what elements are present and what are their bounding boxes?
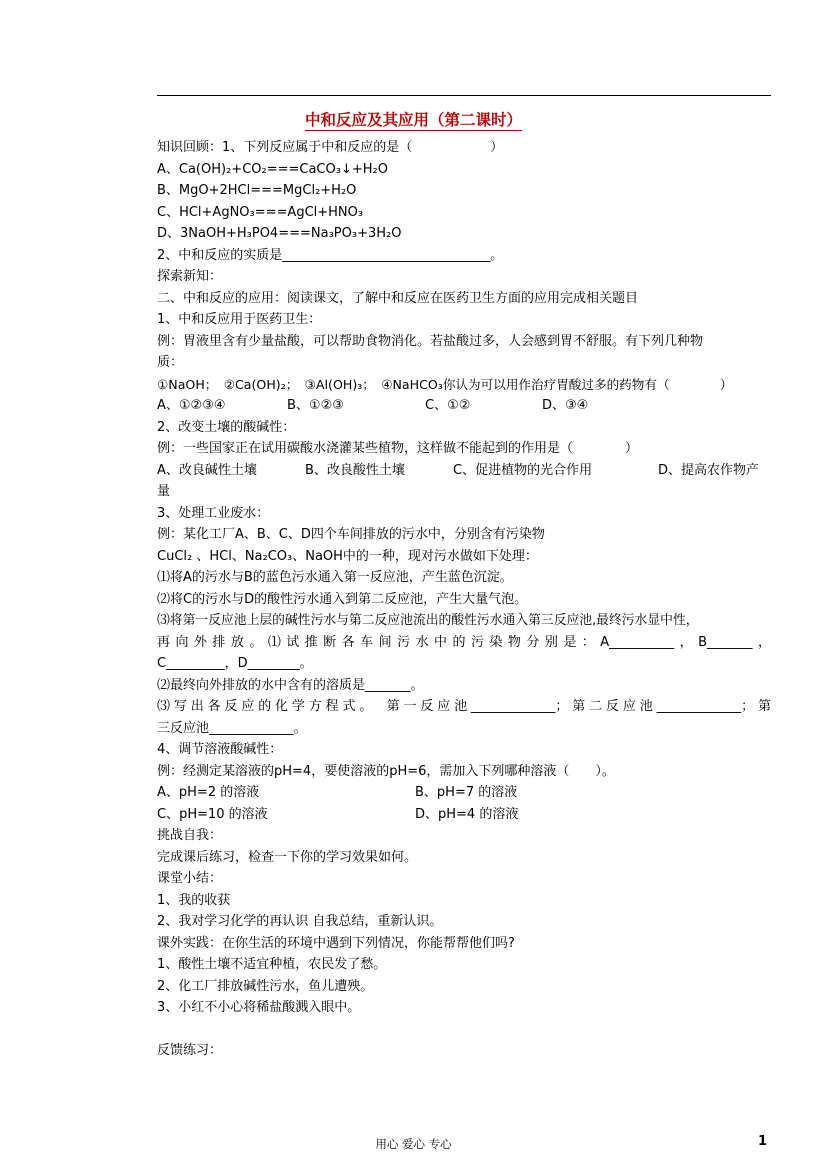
s4-line1: 例：经测定某溶液的pH=4，要使溶液的pH=6，需加入下列哪种溶液（ ）。 (157, 763, 615, 779)
s4-option-a: A、pH=2 的溶液 (157, 785, 260, 800)
s3-line6: 再向外排放。⑴试推断各车间污水中的污染物分别是：A__________，B_______， (157, 634, 771, 650)
s1-line3: ①NaOH； ②Ca(OH)₂； ③Al(OH)₃； ④NaHCO₃你认为可以用作治疗胃酸过多的药物有（ ） (157, 376, 733, 392)
review-option-c: C、HCl+AgNO₃===AgCl+HNO₃ (157, 204, 364, 220)
practice-heading: 课外实践：在你生活的环境中遇到下列情况，你能帮帮他们吗? (157, 935, 515, 951)
s4-heading: 4、调节溶液酸碱性： (157, 742, 283, 757)
review-q2: 2、中和反应的实质是________________________________。 (157, 247, 504, 263)
document-body (157, 137, 771, 1061)
section-2-heading: 二、中和反应的应用：阅读课文，了解中和反应在医药卫生方面的应用完成相关题目 (157, 290, 639, 306)
review-option-b: B、MgO+2HCl===MgCl₂+H₂O (157, 183, 357, 198)
s4-option-b: B、pH=7 的溶液 (415, 785, 518, 800)
s1-option-a: A、①②③④ (157, 398, 226, 413)
s2-option-d: D、提高农作物产 (658, 462, 760, 478)
review-option-d: D、3NaOH+H₃PO4===Na₃PO₃+3H₂O (157, 226, 402, 241)
s4-option-d: D、pH=4 的溶液 (415, 806, 519, 822)
challenge-text: 完成课后练习，检查一下你的学习效果如何。 (157, 849, 418, 865)
s2-options (157, 460, 771, 482)
s4-options-row2 (157, 804, 771, 826)
s2-line1: 例：一些国家正在试用碳酸水浇灌某些植物，这样做不能起到的作用是（ ） (157, 441, 639, 456)
s1-line2: 质： (157, 355, 184, 370)
s3-line3: ⑴将A的污水与B的蓝色污水通入第一反应池，产生蓝色沉淀。 (157, 570, 513, 585)
s4-options-row1 (157, 782, 771, 804)
s1-option-c: C、①② (425, 398, 471, 413)
s3-line1: 例：某化工厂A、B、C、D四个车间排放的污水中，分别含有污染物 (157, 527, 545, 542)
summary-item-1: 1、我的收获 (157, 892, 231, 908)
review-option-a: A、Ca(OH)₂+CO₂===CaCO₃↓+H₂O (157, 161, 388, 177)
s1-option-b: B、①②③ (287, 398, 344, 413)
practice-item-3: 3、小红不小心将稀盐酸溅入眼中。 (157, 1000, 361, 1015)
s3-line2: CuCl₂ 、HCl、Na₂CO₃、NaOH中的一种，现对污水做如下处理： (157, 548, 538, 564)
s4-option-c: C、pH=10 的溶液 (157, 806, 268, 822)
feedback-heading: 反馈练习： (157, 1042, 223, 1058)
page-number: 1 (758, 1134, 768, 1149)
s3-line5: ⑶将第一反应池上层的碱性污水与第二反应池流出的酸性污水通入第三反应池,最终污水显中性， (157, 613, 699, 628)
challenge-heading: 挑战自我： (157, 828, 223, 843)
summary-item-2: 2、我对学习化学的再认识 自我总结，重新认识。 (157, 914, 443, 929)
s1-line1: 例：胃液里含有少量盐酸，可以帮助食物消化。若盐酸过多，人会感到胃不舒服。有下列几种物 (157, 333, 704, 349)
s1-heading: 1、中和反应用于医药卫生： (157, 312, 322, 327)
s2-heading: 2、改变土壤的酸碱性： (157, 419, 296, 435)
s3-line8: ⑵最终向外排放的水中含有的溶质是_______。 (157, 677, 424, 693)
review-q1: 知识回顾：1、下列反应属于中和反应的是（ ） (157, 140, 504, 155)
s2-option-d-wrap: 量 (157, 484, 171, 499)
s2-option-b: B、改良酸性土壤 (305, 462, 405, 478)
page-footer: 用心 爱心 专心 (375, 1137, 452, 1151)
s3-heading: 3、处理工业废水： (157, 505, 270, 521)
summary-heading: 课堂小结： (157, 871, 223, 886)
s3-line4: ⑵将C的污水与D的酸性污水通入到第二反应池，产生大量气泡。 (157, 591, 528, 607)
s1-option-d: D、③④ (542, 398, 589, 413)
explore-heading: 探索新知： (157, 269, 223, 284)
s2-option-a: A、改良碱性土壤 (157, 462, 257, 478)
practice-item-2: 2、化工厂排放碱性污水，鱼儿遭殃。 (157, 978, 374, 994)
s3-line9: ⑶写出各反应的化学方程式。 第一反应池_____________；第二反应池_____________；第 (157, 699, 771, 714)
header-rule (157, 95, 771, 96)
s3-line10: 三反应池_____________。 (157, 720, 307, 736)
s2-option-c: C、促进植物的光合作用 (453, 462, 593, 478)
practice-item-1: 1、酸性土壤不适宜种植，农民发了愁。 (157, 957, 387, 972)
s1-options (157, 395, 771, 417)
s3-line7: C_________，D________。 (157, 656, 313, 671)
page-title: 中和反应及其应用（第二课时） (304, 111, 522, 129)
